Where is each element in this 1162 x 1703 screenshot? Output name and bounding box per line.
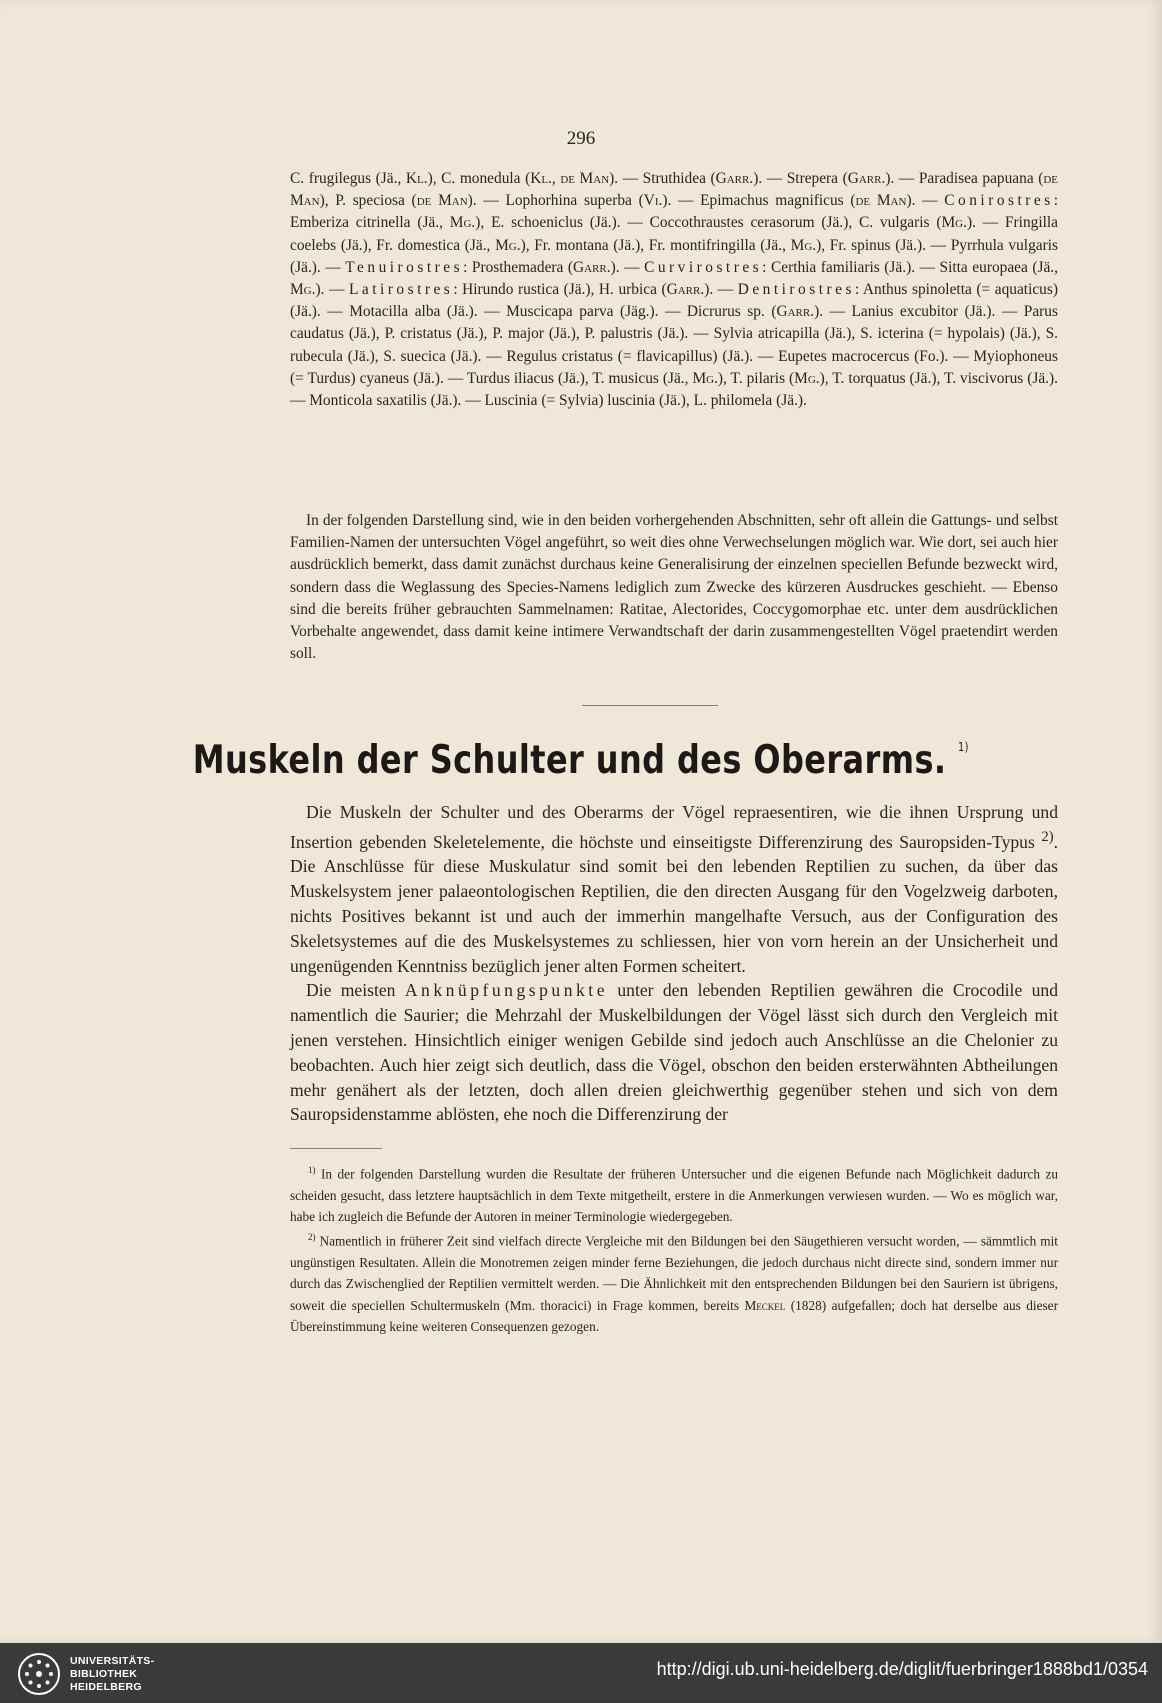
page-number: 296 [566, 128, 596, 149]
group-name-tenuirostres: Tenuirostres [345, 258, 464, 276]
section-heading: Muskeln der Schulter und des Oberarms. $^{1)}$ [192, 738, 969, 783]
permalink-url[interactable]: http://digi.ub.uni-heidelberg.de/diglit/fuerbringer1888bd1/0354 [656, 1659, 1148, 1679]
species-list-paragraph: C. frugilegus (Jä., Kl.), C. monedula (Kl., de Man). — Struthidea (Garr.). — Strepera (Garr.). — Paradisea papuana (de Man), P. speciosa (de Man). — Lophorhina superba (Vi.). — Epimachus magnificus (de Man). — Conirostres: Emberiza citrinella (Jä., Mg.), E. schoeniclus (Jä.). — Coccothraustes cerasorum (Jä.), C. vulgaris (Mg.). — Fringilla coelebs (Jä.), Fr. domestica (Jä., Mg.), Fr. montana (Jä.), Fr. montifringilla (Jä., Mg.), Fr. spinus (Jä.). — Pyrrhula vulgaris (Jä.). — Tenuirostres: Prosthemadera (Garr.). — Curvirostres: Certhia familiaris (Jä.). — Sitta europaea (Jä., Mg.). — Latirostres: Hirundo rustica (Jä.), H. urbica (Garr.). — Dentirostres: Anthus spinoletta (= aquaticus) (Jä.). — Motacilla alba (Jä.). — Muscicapa parva (Jäg.). — Dicrurus sp. (Garr.). — Lanius excubitor (Jä.). — Parus caudatus (Jä.), P. cristatus (Jä.), P. major (Jä.), P. palustris (Jä.). — Sylvia atricapilla (Jä.), S. icterina (= hypolais) (Jä.), S. rubecula (Jä.), S. suecica (Jä.). — Regulus cristatus (= flavicapillus) (Jä.). — Eupetes macrocercus (Fo.). — Myiophoneus (= Turdus) cyaneus (Jä.). — Turdus iliacus (Jä.), T. musicus (Jä., Mg.), T. pilaris (Mg.), T. torquatus (Jä.), T. viscivorus (Jä.). — Monticola saxatilis (Jä.). — Luscinia (= Sylvia) luscinia (Jä.), L. philomela (Jä.). [290, 170, 1059, 410]
section-body [290, 800, 1058, 1127]
section-divider [582, 705, 718, 706]
footnote-marker-2: 2) [1041, 828, 1054, 845]
library-logo-text: UNIVERSITÄTS- BIBLIOTHEK HEIDELBERG [70, 1655, 155, 1693]
university-seal-icon [16, 1651, 62, 1697]
footnote-2: $^{2)}$ Namentlich in früherer Zeit sind vielfach directe Vergleiche mit den Bildungen bei den Säugethieren versucht worden, — sämmtlich mit ungünstigen Resultaten. Allein die Monotremen zeigen minder ferne Beziehungen, die jedoch durchaus nicht directe sind, sondern immer nur durch das Zwischenglied der Reptilien vermittelt werden. — Die Ähnlichkeit mit den entsprechenden Bildungen bei den Sauriern ist übrigens, soweit die speciellen Schultermuskeln (Mm. thoracici) in Frage kommen, bereits Meckel (1828) aufgefallen; doch hat derselbe aus dieser Übereinstimmung keine weiteren Consequenzen gezogen. [290, 1232, 1059, 1334]
heading-footnote-marker: 1) [957, 740, 969, 754]
group-name-curvirostres: Curvirostres [644, 258, 763, 276]
intro-paragraph: In der folgenden Darstellung sind, wie in den beiden vorhergehenden Abschnitten, sehr oft allein die Gattungs- und selbst Familien-Namen der untersuchten Vögel angeführt, so weit dies ohne Verwechselungen möglich war. Wie dort, sei auch hier ausdrücklich bemerkt, dass damit zunächst durchaus keine Generalisirung der einzelnen speciellen Befunde bezweckt wird, sondern dass die Weglassung des Species-Namens lediglich zum Zwecke des kürzeren Ausdruckes geschieht. — Ebenso sind die bereits früher gebrauchten Sammelnamen: Ratitae, Alectorides, Coccygomorphae etc. unter dem ausdrücklichen Vorbehalte angewendet, dass damit keine intimere Verwandtschaft der darin zusammengestellten Vögel praetendirt werden soll. [290, 512, 1058, 663]
footnotes [290, 1160, 1058, 1337]
group-name-dentirostres: Dentirostres [737, 281, 855, 299]
footnote-divider [290, 1148, 382, 1149]
group-name-conirostres: Conirostres [944, 192, 1054, 210]
spaced-emphasis: Anknüpfungspunkte [404, 980, 608, 1001]
body-paragraph-2: Die meisten Anknüpfungspunkte unter den lebenden Reptilien gewähren die Crocodile und namentlich die Saurier; die Mehrzahl der Muskelbildungen der Vögel lässt sich durch den Vergleich mit jenen verstehen. Hinsichtlich einiger wenigen Gebilde sind jedoch auch Anschlüsse an die Chelonier zu beobachten. Auch hier zeigt sich deutlich, dass die Vögel, obschon den beiden ersterwähnten Abtheilungen mehr genähert als der letzten, doch allen dreien gleichwerthig gegenüber stehen und sich von dem Sauropsidenstamme ablösten, ehe noch die Differenzirung der [290, 980, 1058, 1125]
viewer-footer [0, 1643, 1162, 1703]
group-name-latirostres: Latirostres [348, 281, 454, 299]
body-paragraph-1: Die Muskeln der Schulter und des Oberarms der Vögel repraesentiren, wie die ihnen Ursprung und Insertion gebenden Skeletelemente, die höchste und einseitigste Differenzirung des Sauropsiden-Typus $^{2)}$. Die Anschlüsse für diese Muskulatur sind somit bei den lebenden Reptilien zu suchen, da über das Muskelsystem jener palaeontologischen Reptilien, die den directen Ausgang für den Vogelzweig darboten, nichts Positives bekannt ist und auch der immerhin mangelhafte Versuch, aus der Configuration des Skeletsystemes auf die des Muskelsystemes zu schliessen, hier von vorn herein an der Unsicherheit und ungenügenden Kenntniss bezüglich jener alten Formen scheitert. [290, 802, 1058, 976]
footnote-1: $^{1)}$ In der folgenden Darstellung wurden die Resultate der früheren Untersucher und die eigenen Befunde nach Möglichkeit dadurch zu scheiden gesucht, dass letztere hauptsächlich in dem Texte mitgetheilt, erstere in die Anmerkungen verwiesen wurden. — Wo es möglich war, habe ich zugleich die Befunde der Autoren in meiner Terminologie wiedergegeben. [290, 1165, 1058, 1225]
